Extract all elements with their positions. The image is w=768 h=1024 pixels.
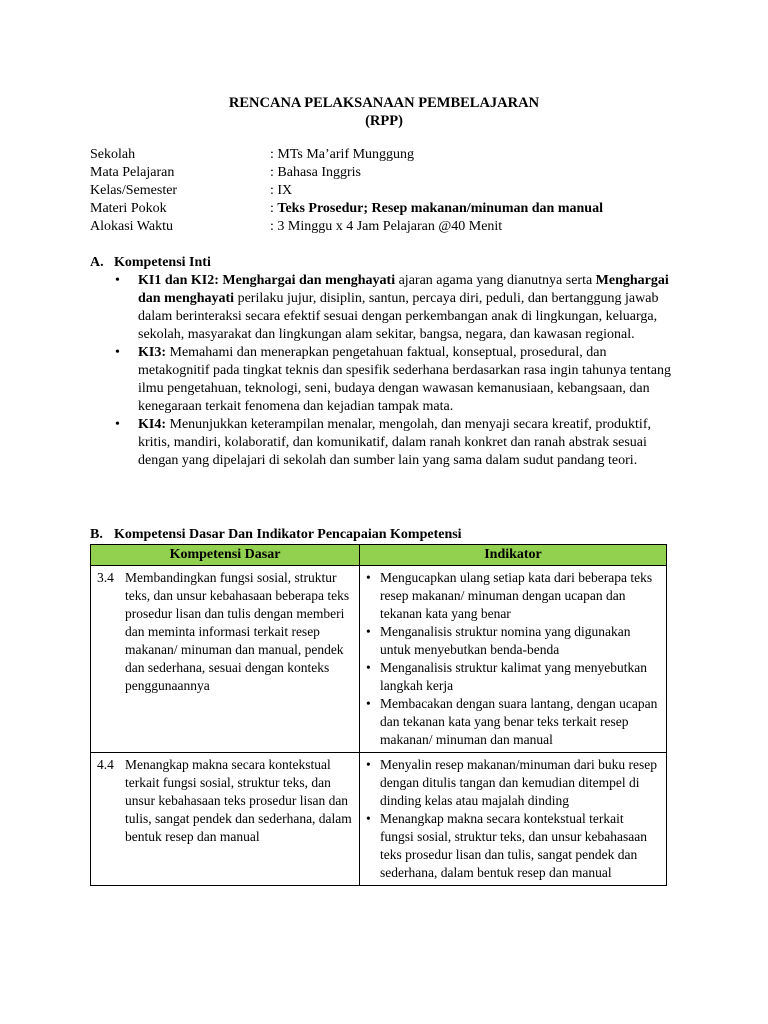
section-a-letter: A. [90, 255, 104, 270]
info-value: : 3 Minggu x 4 Jam Pelajaran @40 Menit [270, 219, 503, 234]
info-row [90, 200, 603, 218]
info-key: Kelas/Semester [90, 183, 178, 198]
indikator-list [366, 569, 660, 749]
kd-text: Menangkap makna secara kontekstual terkait fungsi sosial, struktur teks, dan unsur kebahasaan teks prosedur lisan dan tulis, sangat pendek dan sederhana, dalam bentuk resep dan manual [125, 757, 352, 844]
section-a-heading [90, 254, 680, 272]
bullet-icon: • [366, 757, 371, 772]
section-kompetensi-inti [90, 254, 680, 470]
ki-text: perilaku jujur, disiplin, santun, percaya diri, peduli, dan bertanggung jawab dalam berinteraksi secara efektif sesuai dengan perkembangan anak di lingkungan, keluarga, sekolah, masyarakat dan lingkungan alam sekitar, bangsa, negara, dan kawasan regional. [138, 291, 659, 342]
indikator-text: Menganalisis struktur nomina yang digunakan untuk menyebutkan benda-benda [380, 624, 631, 657]
indikator-text: Menangkap makna secara kontekstual terkait fungsi sosial, struktur teks, dan unsur kebahasaan teks prosedur lisan dan tulis, sangat pendek dan sederhana, dalam bentuk resep dan manual [380, 811, 647, 880]
info-value: : MTs Ma’arif Munggung [270, 147, 415, 162]
indikator-list [366, 756, 660, 882]
indikator-cell [360, 753, 667, 886]
list-item [90, 344, 674, 416]
ki-text: KI3: [138, 345, 166, 360]
section-a-title: Kompetensi Inti [114, 255, 211, 270]
kd-text: Membandingkan fungsi sosial, struktur teks, dan unsur kebahasaan beberapa teks prosedur lisan dan tulis dengan memberi dan meminta informasi terkait resep makanan/ minuman dan manual, pendek dan sederhana, sesuai dengan konteks penggunaannya [125, 570, 350, 693]
ki-text: Memahami dan menerapkan pengetahuan faktual, konseptual, prosedural, dan metakognitif pada tingkat teknis dan spesifik sederhana berdasarkan rasa ingin tahunya tentang ilmu pengetahuan, teknologi, seni, budaya dengan wawasan kemanusiaan, kebangsaan, dan kenegaraan terkait fenomena dan kejadian tampak mata. [138, 345, 671, 414]
bullet-icon: • [366, 660, 371, 675]
list-item [90, 272, 674, 344]
info-row [90, 182, 603, 200]
indikator-text: Menganalisis struktur kalimat yang menyebutkan langkah kerja [380, 660, 647, 693]
info-value: : Bahasa Inggris [270, 165, 361, 180]
ki-text: Menunjukkan keterampilan menalar, mengolah, dan menyaji secara kreatif, produktif, kritis, mandiri, kolaboratif, dan komunikatif, dalam ranah konkret dan ranah abstrak sesuai dengan yang dipelajari di sekolah dan sumber lain yang sama dalam sudut pandang teori. [138, 417, 651, 468]
table-header-row [91, 545, 667, 566]
indikator-text: Mengucapkan ulang setiap kata dari beberapa teks resep makanan/ minuman dengan ucapan dan tekanan kata yang benar [380, 570, 653, 621]
section-kd-heading [90, 526, 680, 544]
bullet-icon: • [366, 696, 371, 711]
info-value: : IX [270, 183, 293, 198]
section-b-letter: B. [90, 527, 103, 542]
indikator-text: Menyalin resep makanan/minuman dari buku resep dengan ditulis tangan dan kemudian ditempel di dinding kelas atau majalah dinding [380, 757, 658, 808]
document-subtitle: (RPP) [365, 113, 403, 129]
indikator-item [366, 623, 660, 659]
table-row [91, 753, 667, 886]
bullet-icon: • [115, 273, 120, 288]
ki-text: Menghargai dan menghayati [138, 273, 669, 306]
ki-list [90, 272, 680, 470]
info-row [90, 146, 603, 164]
ki-text: KI1 dan KI2: Menghargai dan menghayati [138, 273, 396, 288]
kd-content [97, 756, 353, 846]
indikator-item [366, 659, 660, 695]
indikator-cell [360, 566, 667, 753]
info-value-prefix: : [270, 201, 278, 216]
table-row [91, 566, 667, 753]
ki-text: KI4: [138, 417, 166, 432]
bullet-icon: • [115, 417, 120, 432]
info-key: Mata Pelajaran [90, 165, 175, 180]
ki-text: ajaran agama yang dianutnya serta [395, 273, 596, 288]
indikator-item [366, 756, 660, 810]
bullet-icon: • [366, 570, 371, 585]
indikator-item [366, 569, 660, 623]
info-key: Sekolah [90, 147, 136, 162]
document-title: RENCANA PELAKSANAAN PEMBELAJARAN [228, 95, 540, 111]
info-key: Materi Pokok [90, 201, 167, 216]
info-key: Alokasi Waktu [90, 219, 173, 234]
info-value-text: Teks Prosedur; Resep makanan/minuman dan manual [277, 201, 603, 216]
info-block [90, 146, 603, 236]
kd-content [97, 569, 353, 695]
indikator-text: Membacakan dengan suara lantang, dengan ucapan dan tekanan kata yang benar teks terkait resep makanan/ minuman dan manual [380, 696, 658, 747]
bullet-icon: • [366, 811, 371, 826]
list-item [90, 416, 674, 470]
kd-number: 3.4 [97, 570, 114, 585]
indikator-item [366, 810, 660, 882]
column-header-kd: Kompetensi Dasar [91, 545, 360, 566]
bullet-icon: • [366, 624, 371, 639]
info-row [90, 218, 603, 236]
kd-cell [91, 753, 360, 886]
bullet-icon: • [115, 345, 120, 360]
indikator-item [366, 695, 660, 749]
section-b-title: Kompetensi Dasar Dan Indikator Pencapaian Kompetensi [114, 527, 462, 542]
kd-number: 4.4 [97, 757, 114, 772]
column-header-indikator: Indikator [360, 545, 667, 566]
info-row [90, 164, 603, 182]
info-value [270, 200, 603, 218]
kd-cell [91, 566, 360, 753]
kd-table [90, 544, 667, 886]
